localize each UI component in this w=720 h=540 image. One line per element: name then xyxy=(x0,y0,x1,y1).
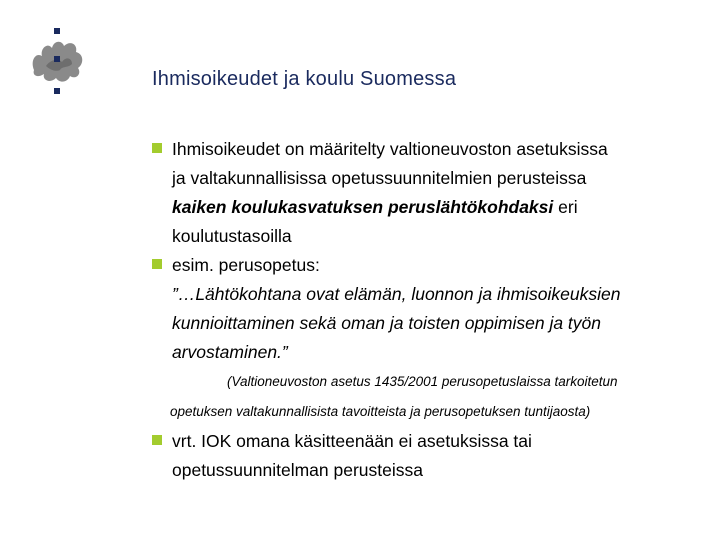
quote-line: ”…Lähtökohtana ovat elämän, luonnon ja ihmisoikeuksien xyxy=(172,284,621,304)
bullet-square-icon xyxy=(152,259,162,269)
quote-line: arvostaminen.” xyxy=(172,342,288,362)
slide-content xyxy=(150,135,710,485)
bullet-line: Ihmisoikeudet on määritelty valtioneuvoston asetuksissa xyxy=(172,139,608,159)
emphasis-text: kaiken koulukasvatuksen peruslähtökohdaksi xyxy=(172,197,554,217)
bullet-line xyxy=(172,193,710,222)
bullet-line: vrt. IOK omana käsitteenään ei asetuksissa tai xyxy=(172,431,532,451)
quote-line: kunnioittaminen sekä oman ja toisten oppimisen ja työn xyxy=(172,313,601,333)
citation-line: (Valtioneuvoston asetus 1435/2001 perusopetuslaissa tarkoitetun xyxy=(227,374,618,389)
bullet-line: opetussuunnitelman perusteissa xyxy=(172,460,423,480)
bullet-item-2 xyxy=(150,251,710,427)
bullet-line: ja valtakunnallisissa opetussuunnitelmien perusteissa xyxy=(172,168,587,188)
bullet-line: esim. perusopetus: xyxy=(172,255,320,275)
bullet-square-icon xyxy=(152,143,162,153)
bullet-line: koulutustasoilla xyxy=(172,226,292,246)
slide-title: Ihmisoikeudet ja koulu Suomessa xyxy=(152,68,457,90)
bullet-item-1 xyxy=(150,135,710,251)
university-logo-flame-icon xyxy=(22,26,90,98)
emphasis-tail: eri xyxy=(553,197,578,217)
bullet-square-icon xyxy=(152,435,162,445)
citation-line: opetuksen valtakunnallisista tavoitteista ja perusopetuksen tuntijaosta) xyxy=(170,404,591,419)
bullet-item-3 xyxy=(150,427,710,485)
